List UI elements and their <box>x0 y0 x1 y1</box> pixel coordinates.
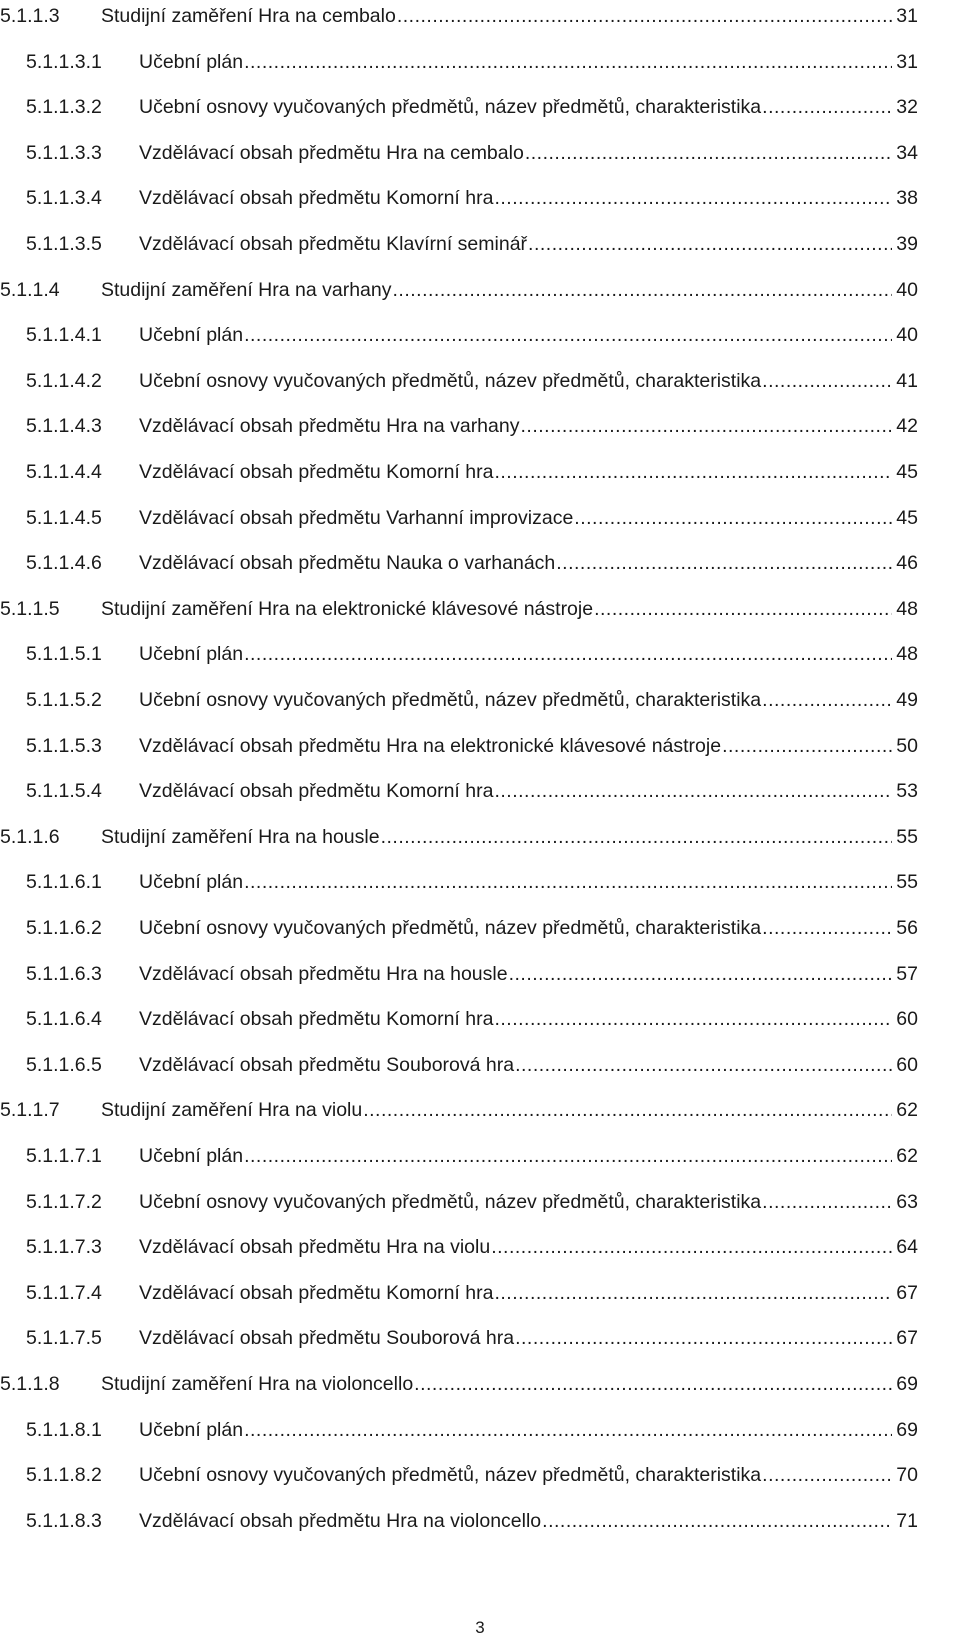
toc-dot-leader <box>762 1459 892 1491</box>
toc-entry-title: Učební plán <box>139 871 244 894</box>
toc-entry[interactable] <box>26 1277 918 1309</box>
toc-entry-title: Vzdělávací obsah předmětu Nauka o varhanách <box>139 552 556 575</box>
toc-entry-page: 46 <box>896 552 918 575</box>
toc-entry[interactable] <box>0 1094 918 1126</box>
toc-entry-number: 5.1.1.4.6 <box>26 552 102 575</box>
toc-entry[interactable] <box>26 182 918 214</box>
toc-entry[interactable] <box>26 730 918 762</box>
toc-entry[interactable] <box>0 1368 918 1400</box>
toc-entry-number: 5.1.1.5 <box>0 597 60 620</box>
toc-dot-leader <box>594 593 892 625</box>
toc-entry[interactable] <box>26 1049 918 1081</box>
toc-entry-page: 55 <box>896 871 918 894</box>
toc-entry-title: Vzdělávací obsah předmětu Komorní hra <box>139 780 494 803</box>
toc-dot-leader <box>244 866 892 898</box>
toc-dot-leader <box>392 274 892 306</box>
toc-dot-leader <box>397 0 892 32</box>
toc-entry-page: 45 <box>896 461 918 483</box>
toc-entry[interactable] <box>26 775 918 807</box>
toc-entry[interactable] <box>0 593 918 625</box>
toc-entry-title: Učební osnovy vyučovaných předmětů, název předmětů, charakteristika <box>139 1190 762 1213</box>
toc-entry-title: Učební osnovy vyučovaných předmětů, název předmětů, charakteristika <box>139 369 762 392</box>
toc-entry-number: 5.1.1.7.1 <box>26 1145 102 1167</box>
toc-dot-leader <box>244 319 892 351</box>
toc-entry-number: 5.1.1.4 <box>0 278 60 301</box>
toc-dot-leader <box>574 502 892 534</box>
toc-entry-number: 5.1.1.8.3 <box>26 1509 102 1532</box>
toc-entry-title: Vzdělávací obsah předmětu Komorní hra <box>139 1008 494 1031</box>
toc-entry-number: 5.1.1.5.3 <box>26 734 102 757</box>
toc-entry-page: 60 <box>896 1053 918 1076</box>
toc-dot-leader <box>762 684 892 716</box>
toc-entry-title: Studijní zaměření Hra na cembalo <box>101 5 396 27</box>
toc-entry-title: Vzdělávací obsah předmětu Komorní hra <box>139 1281 494 1304</box>
toc-entry-page: 38 <box>896 187 918 210</box>
toc-entry-number: 5.1.1.6.4 <box>26 1008 102 1031</box>
toc-entry-page: 57 <box>896 962 918 985</box>
toc-entry[interactable] <box>26 319 918 351</box>
toc-entry-number: 5.1.1.4.2 <box>26 369 102 392</box>
toc-entry-number: 5.1.1.3.2 <box>26 96 102 119</box>
toc-entry-title: Studijní zaměření Hra na violoncello <box>101 1373 414 1395</box>
toc-entry-page: 48 <box>896 597 918 620</box>
page-number: 3 <box>475 1618 485 1637</box>
toc-entry-title: Studijní zaměření Hra na varhany <box>101 278 392 301</box>
toc-entry-page: 45 <box>896 506 918 529</box>
toc-entry-number: 5.1.1.6 <box>0 825 60 848</box>
toc-dot-leader <box>509 958 892 990</box>
toc-entry-number: 5.1.1.4.4 <box>26 461 102 483</box>
toc-dot-leader <box>363 1094 892 1126</box>
toc-dot-leader <box>542 1505 892 1537</box>
toc-entry-page: 31 <box>896 5 918 27</box>
toc-entry-page: 67 <box>896 1327 918 1350</box>
toc-entry-title: Učební plán <box>139 1418 244 1441</box>
toc-entry[interactable] <box>26 91 918 123</box>
toc-entry[interactable] <box>26 137 918 169</box>
toc-dot-leader <box>762 91 892 123</box>
toc-entry-title: Vzdělávací obsah předmětu Hra na violu <box>139 1236 491 1259</box>
toc-entry-page: 69 <box>896 1418 918 1441</box>
toc-entry-page: 70 <box>896 1464 918 1487</box>
toc-entry[interactable] <box>26 547 918 579</box>
toc-entry-title: Studijní zaměření Hra na housle <box>101 825 380 848</box>
toc-entry-number: 5.1.1.3.3 <box>26 141 102 164</box>
toc-dot-leader <box>244 1414 892 1446</box>
toc-entry[interactable] <box>26 1505 918 1537</box>
toc-dot-leader <box>722 730 892 762</box>
toc-entry[interactable] <box>0 0 918 32</box>
toc-entry-page: 56 <box>896 917 918 939</box>
toc-entry[interactable] <box>26 1459 918 1491</box>
toc-dot-leader <box>494 1277 892 1309</box>
toc-entry-title: Učební osnovy vyučovaných předmětů, název předmětů, charakteristika <box>139 689 762 711</box>
toc-entry[interactable] <box>26 638 918 670</box>
toc-entry-title: Vzdělávací obsah předmětu Komorní hra <box>139 187 494 210</box>
toc-dot-leader <box>762 912 892 944</box>
toc-entry-page: 32 <box>896 96 918 119</box>
toc-entry-title: Učební plán <box>139 50 244 73</box>
toc-entry[interactable] <box>26 456 918 488</box>
toc-entry-number: 5.1.1.4.3 <box>26 415 102 438</box>
toc-dot-leader <box>515 1049 892 1081</box>
toc-entry-number: 5.1.1.8.2 <box>26 1464 102 1487</box>
toc-entry-number: 5.1.1.4.1 <box>26 324 102 347</box>
toc-entry-number: 5.1.1.6.5 <box>26 1053 102 1076</box>
toc-entry[interactable] <box>0 274 918 306</box>
toc-entry-title: Učební plán <box>139 324 244 347</box>
toc-dot-leader <box>762 365 892 397</box>
toc-entry[interactable] <box>26 958 918 990</box>
toc-entry-page: 55 <box>896 825 918 848</box>
toc-dot-leader <box>525 137 892 169</box>
toc-entry-number: 5.1.1.8.1 <box>26 1418 102 1441</box>
toc-entry[interactable] <box>26 1186 918 1218</box>
toc-entry-page: 40 <box>896 324 918 347</box>
toc-entry[interactable] <box>26 365 918 397</box>
toc-entry-title: Vzdělávací obsah předmětu Hra na housle <box>139 962 508 985</box>
toc-entry-number: 5.1.1.6.3 <box>26 962 102 985</box>
toc-entry-title: Vzdělávací obsah předmětu Klavírní seminář <box>139 233 528 255</box>
toc-entry[interactable] <box>26 228 918 260</box>
toc-entry[interactable] <box>26 1231 918 1263</box>
toc-entry[interactable] <box>26 46 918 78</box>
toc-dot-leader <box>494 456 892 488</box>
toc-entry-title: Učební osnovy vyučovaných předmětů, název předmětů, charakteristika <box>139 917 762 939</box>
toc-entry-page: 49 <box>896 689 918 711</box>
toc-dot-leader <box>494 182 892 214</box>
toc-dot-leader <box>494 1003 892 1035</box>
toc-entry-title: Vzdělávací obsah předmětu Komorní hra <box>139 461 494 483</box>
toc-entry-title: Vzdělávací obsah předmětu Hra na elektronické klávesové nástroje <box>139 734 722 757</box>
toc-entry-title: Učební plán <box>139 643 244 666</box>
toc-entry-page: 42 <box>896 415 918 438</box>
toc-entry-page: 64 <box>896 1236 918 1259</box>
toc-entry-number: 5.1.1.7 <box>0 1099 60 1122</box>
toc-entry[interactable] <box>0 821 918 853</box>
toc-entry[interactable] <box>26 684 918 716</box>
toc-dot-leader <box>515 1322 892 1354</box>
toc-entry-title: Vzdělávací obsah předmětu Hra na cembalo <box>139 141 524 164</box>
toc-entry-title: Vzdělávací obsah předmětu Souborová hra <box>139 1327 515 1350</box>
toc-entry-page: 60 <box>896 1008 918 1031</box>
toc-entry[interactable] <box>26 410 918 442</box>
toc-dot-leader <box>556 547 892 579</box>
toc-entry-title: Učební plán <box>139 1145 244 1167</box>
toc-entry-number: 5.1.1.3 <box>0 5 60 27</box>
toc-dot-leader <box>491 1231 892 1263</box>
toc-entry-page: 48 <box>896 643 918 666</box>
toc-entry-number: 5.1.1.7.5 <box>26 1327 102 1350</box>
toc-entry-title: Studijní zaměření Hra na elektronické klávesové nástroje <box>101 597 594 620</box>
toc-dot-leader <box>762 1186 892 1218</box>
toc-entry-page: 63 <box>896 1190 918 1213</box>
toc-entry[interactable] <box>26 1414 918 1446</box>
toc-entry-number: 5.1.1.3.5 <box>26 233 102 255</box>
toc-entry-page: 67 <box>896 1281 918 1304</box>
toc-entry-page: 53 <box>896 780 918 803</box>
toc-entry-number: 5.1.1.7.4 <box>26 1281 102 1304</box>
toc-entry-page: 40 <box>896 278 918 301</box>
toc-entry-title: Učební osnovy vyučovaných předmětů, název předmětů, charakteristika <box>139 96 762 119</box>
toc-entry-page: 71 <box>896 1509 918 1532</box>
toc-entry-title: Učební osnovy vyučovaných předmětů, název předmětů, charakteristika <box>139 1464 762 1487</box>
toc-entry[interactable] <box>26 1322 918 1354</box>
toc-entry-number: 5.1.1.6.1 <box>26 871 102 894</box>
toc-entry-page: 34 <box>896 141 918 164</box>
toc-entry-page: 50 <box>896 734 918 757</box>
toc-entry-page: 69 <box>896 1373 918 1395</box>
toc-entry-page: 39 <box>896 233 918 255</box>
toc-dot-leader <box>244 46 892 78</box>
toc-entry-title: Studijní zaměření Hra na violu <box>101 1099 363 1122</box>
toc-entry-page: 62 <box>896 1145 918 1167</box>
toc-dot-leader <box>528 228 892 260</box>
toc-entry-number: 5.1.1.4.5 <box>26 506 102 529</box>
toc-entry-number: 5.1.1.7.2 <box>26 1190 102 1213</box>
toc-entry-page: 62 <box>896 1099 918 1122</box>
toc-entry-title: Vzdělávací obsah předmětu Hra na violoncello <box>139 1509 542 1532</box>
toc-dot-leader <box>244 638 892 670</box>
toc-dot-leader <box>494 775 892 807</box>
toc-entry-title: Vzdělávací obsah předmětu Hra na varhany <box>139 415 520 438</box>
toc-entry-number: 5.1.1.3.4 <box>26 187 102 210</box>
toc-entry-number: 5.1.1.5.2 <box>26 689 102 711</box>
toc-entry-number: 5.1.1.3.1 <box>26 50 102 73</box>
toc-entry-title: Vzdělávací obsah předmětu Souborová hra <box>139 1053 515 1076</box>
toc-entry-page: 31 <box>896 50 918 73</box>
toc-entry[interactable] <box>26 502 918 534</box>
toc-entry-title: Vzdělávací obsah předmětu Varhanní improvizace <box>139 506 574 529</box>
toc-dot-leader <box>520 410 892 442</box>
toc-entry[interactable] <box>26 1140 918 1172</box>
toc-entry-number: 5.1.1.5.4 <box>26 780 102 803</box>
toc-dot-leader <box>414 1368 892 1400</box>
toc-entry[interactable] <box>26 1003 918 1035</box>
toc-dot-leader <box>381 821 892 853</box>
toc-entry-number: 5.1.1.8 <box>0 1373 60 1395</box>
toc-entry[interactable] <box>26 866 918 898</box>
toc-entry-number: 5.1.1.6.2 <box>26 917 102 939</box>
toc-entry[interactable] <box>26 912 918 944</box>
toc-dot-leader <box>244 1140 892 1172</box>
toc-entry-page: 41 <box>896 369 918 392</box>
toc-entry-number: 5.1.1.7.3 <box>26 1236 102 1259</box>
toc-entry-number: 5.1.1.5.1 <box>26 643 102 666</box>
